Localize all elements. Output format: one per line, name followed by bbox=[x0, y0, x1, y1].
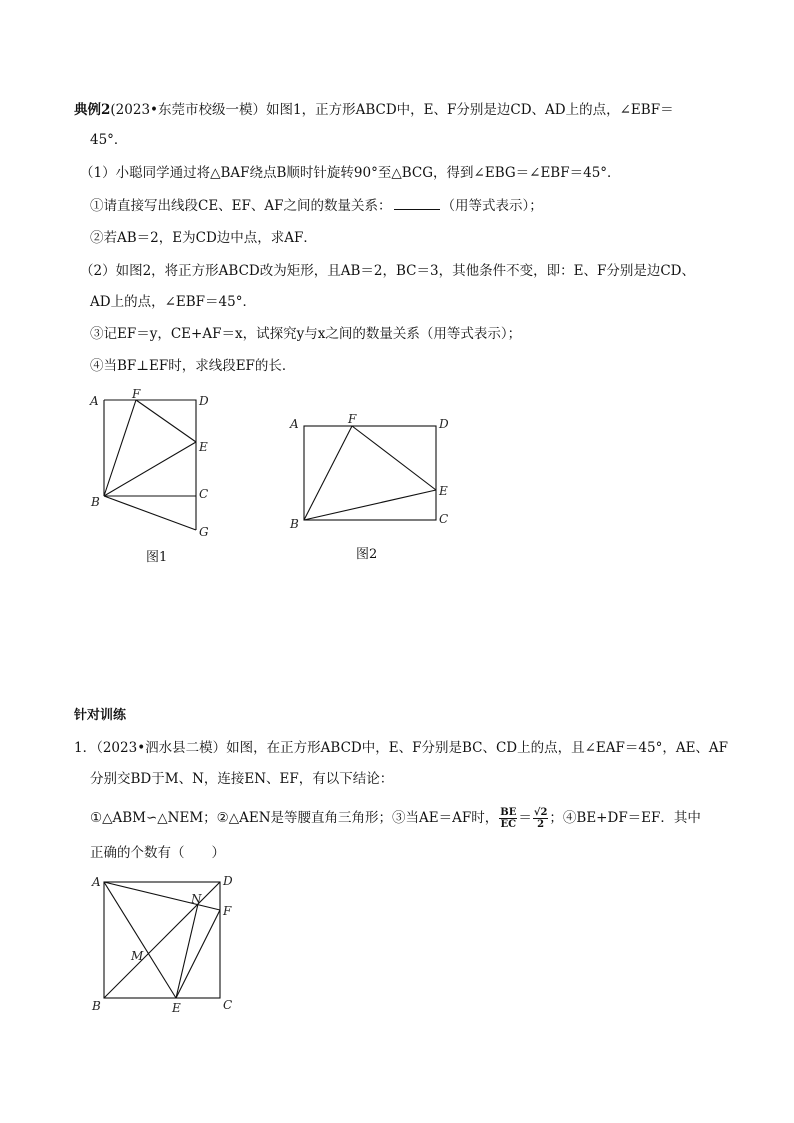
fig2-label-c: C bbox=[439, 512, 449, 526]
fig3-label-a: A bbox=[92, 875, 101, 889]
training-q-line-3 bbox=[90, 806, 701, 830]
training-q-line-4: 正确的个数有（ ） bbox=[90, 845, 225, 861]
fig3-label-d: D bbox=[223, 874, 233, 888]
fig3-label-b: B bbox=[92, 999, 101, 1013]
fig3-label-f: F bbox=[223, 904, 232, 918]
fraction-numerator: BE bbox=[500, 807, 517, 818]
fraction-denominator: EC bbox=[500, 819, 517, 830]
answer-blank bbox=[394, 197, 440, 210]
example-line-1 bbox=[74, 100, 674, 120]
fig1-label-b: B bbox=[91, 495, 100, 509]
figure-3 bbox=[90, 870, 250, 1022]
training-statements: ①△ABM∽△NEM；②△AEN是等腰直角三角形；③当AE＝AF时， bbox=[90, 810, 499, 826]
figure-2-caption: 图2 bbox=[356, 547, 378, 562]
figure-1-caption: 图1 bbox=[146, 550, 168, 565]
fig2-label-d: D bbox=[439, 417, 449, 431]
fraction-be-ec bbox=[499, 807, 517, 830]
training-title: 针对训练 bbox=[74, 708, 127, 723]
fig1-label-g: G bbox=[199, 525, 209, 539]
training-statements-end: ；④BE+DF＝EF．其中 bbox=[549, 810, 701, 826]
fig1-label-c: C bbox=[199, 487, 209, 501]
example-intro-2: 45°． bbox=[90, 132, 128, 148]
fraction-2-numerator: √2 bbox=[533, 807, 548, 818]
fig2-label-b: B bbox=[290, 517, 299, 531]
fig3-label-c: C bbox=[223, 998, 233, 1012]
question-2: ②若AB＝2，E为CD边中点，求AF． bbox=[90, 230, 317, 246]
example-source: (2023•东莞市校级一模） bbox=[110, 102, 266, 118]
fig1-label-f: F bbox=[132, 388, 141, 401]
figure-1 bbox=[86, 388, 226, 548]
fig1-label-e: E bbox=[199, 440, 208, 454]
fig3-label-n: N bbox=[191, 892, 202, 906]
question-1-suffix: （用等式表示）； bbox=[441, 198, 543, 214]
example-part2-1: （2）如图2，将正方形ABCD改为矩形，且AB＝2，BC＝3，其他条件不变，即：E、F分别是边CD、 bbox=[80, 263, 695, 279]
question-1-prefix: ①请直接写出线段CE、EF、AF之间的数量关系： bbox=[90, 198, 392, 214]
example-part1: （1）小聪同学通过将△BAF绕点B顺时针旋转90°至△BCG，得到∠EBG＝∠EBF＝45°． bbox=[80, 165, 621, 181]
question-4: ④当BF⊥EF时，求线段EF的长． bbox=[90, 358, 296, 374]
fraction-sqrt2-2 bbox=[533, 807, 549, 830]
training-q-line-2: 分别交BD于M、N，连接EN、EF，有以下结论： bbox=[90, 771, 394, 787]
figure-2 bbox=[286, 408, 456, 536]
fig1-label-a: A bbox=[90, 394, 99, 408]
fig2-label-f: F bbox=[348, 412, 357, 426]
figure-1-svg bbox=[86, 388, 226, 544]
fig1-label-d: D bbox=[199, 394, 209, 408]
example-intro-1: 如图1，正方形ABCD中，E、F分别是边CD、AD上的点，∠EBF＝ bbox=[266, 102, 674, 118]
equals-sign: ＝ bbox=[518, 810, 532, 826]
example-label: 典例2 bbox=[74, 102, 111, 118]
fig2-label-e: E bbox=[439, 484, 448, 498]
fig2-label-a: A bbox=[290, 417, 299, 431]
training-q-line-1: 1．（2023•泗水县二模）如图，在正方形ABCD中，E、F分别是BC、CD上的点，且∠EAF＝45°，AE、AF bbox=[74, 740, 729, 756]
figure-2-svg bbox=[286, 408, 456, 532]
example-part2-2: AD上的点，∠EBF＝45°． bbox=[90, 294, 256, 310]
question-1 bbox=[90, 196, 543, 216]
fraction-2-denominator: 2 bbox=[537, 819, 545, 830]
figure-3-svg bbox=[90, 870, 250, 1018]
fig3-label-m: M bbox=[131, 949, 144, 963]
fig3-label-e: E bbox=[172, 1001, 181, 1015]
question-3: ③记EF＝y，CE+AF＝x，试探究y与x之间的数量关系（用等式表示）； bbox=[90, 326, 522, 342]
